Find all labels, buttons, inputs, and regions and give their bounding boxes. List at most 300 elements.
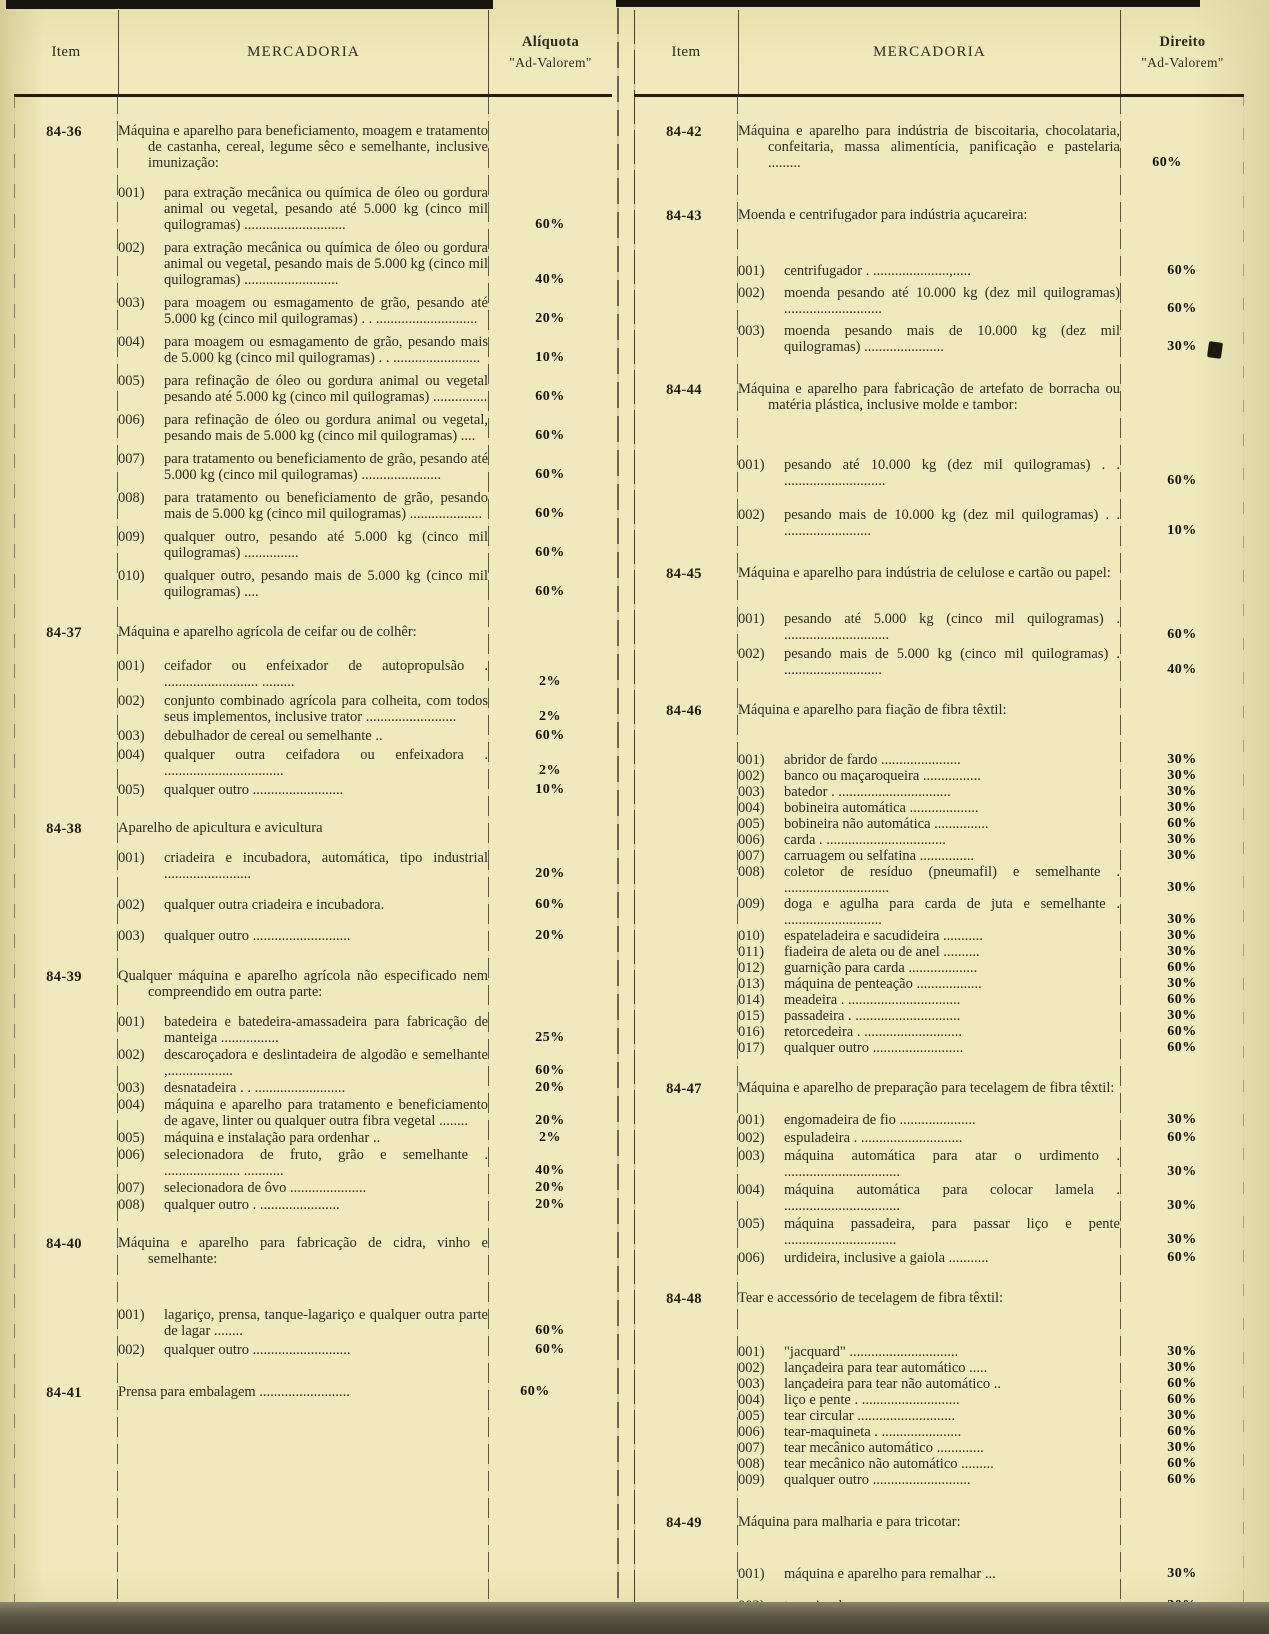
sub-item-number: 002) (738, 646, 765, 662)
rate-value: 60% (1152, 155, 1182, 170)
rate-value: 25% (535, 1030, 565, 1045)
tariff-entry (14, 968, 612, 1213)
sub-item-number: 015) (738, 1008, 765, 1024)
sub-item-row (738, 285, 1197, 317)
sub-item-text-wrap (784, 800, 1120, 816)
entry-mercadoria (118, 968, 565, 1213)
sub-item-number: 002) (738, 285, 765, 301)
rate-value: 30% (1167, 1360, 1197, 1375)
sub-item-row (738, 896, 1197, 928)
rate-value: 60% (1167, 992, 1197, 1007)
rate-value: 10% (535, 350, 565, 365)
sub-item-row (738, 928, 1197, 944)
sub-item-number: 007) (738, 848, 765, 864)
sub-item-number: 002) (118, 240, 145, 256)
sub-item-row (738, 832, 1197, 848)
sub-item-number: 002) (118, 1047, 145, 1063)
sub-item-number: 002) (118, 1342, 145, 1358)
rate-value: 30% (1167, 832, 1197, 847)
sub-item-number: 008) (738, 1456, 765, 1472)
sub-item-text-wrap (164, 693, 488, 725)
sub-item-text: desnatadeira . . ......................... (164, 1080, 346, 1096)
entry-mercadoria (118, 624, 565, 798)
sub-item-row (118, 1080, 565, 1096)
sub-item-text: engomadeira de fio ..................... (784, 1112, 976, 1128)
sub-item-text-wrap (164, 1097, 488, 1129)
entry-heading (118, 820, 488, 836)
sub-item-text-wrap (164, 782, 488, 798)
sub-item-text: qualquer outra criadeira e incubadora. (164, 897, 385, 913)
rate-value: 30% (1167, 1344, 1197, 1359)
sub-item-row (738, 1472, 1197, 1488)
sub-item-row (738, 1360, 1197, 1376)
sub-item-text: máquina e aparelho para remalhar ... (784, 1566, 996, 1582)
sub-item-text: para tratamento ou beneficiamento de grão, pesando até 5.000 kg (cinco mil quilogramas) ...................... (164, 451, 488, 483)
sub-item-text-wrap (784, 1456, 1120, 1472)
sub-item-text-wrap (164, 185, 488, 233)
entry-heading-text: Máquina e aparelho para fabricação de artefato de borracha ou matéria plástica, inclusive molde e tambor: (738, 381, 1120, 413)
entry-heading (738, 207, 1120, 223)
entry-heading-text: Máquina e aparelho para beneficiamento, moagem e tratamento de castanha, cereal, legume sêco e semelhante, inclusive imunização: (118, 123, 488, 171)
entry-heading (738, 381, 1120, 413)
sub-item-number: 004) (118, 747, 145, 763)
rate-value: 20% (535, 1180, 565, 1195)
entry-mercadoria (738, 1080, 1197, 1266)
sub-item-list (738, 1344, 1197, 1488)
entry-heading-text: Máquina e aparelho para fiação de fibra têxtil: (738, 702, 1007, 718)
sub-item-text: banco ou maçaroqueira ................ (784, 768, 981, 784)
sub-item-list (118, 1014, 565, 1213)
column-header-rate (488, 10, 612, 94)
entry-mercadoria (738, 123, 1182, 171)
sub-item-row (738, 1566, 1197, 1582)
rate-value: 30% (1167, 1566, 1197, 1581)
sub-item-text-wrap (784, 992, 1120, 1008)
sub-item-text-wrap (784, 752, 1120, 768)
sub-item-text: passadeira . ............................. (784, 1008, 961, 1024)
sub-item-text-wrap (164, 1342, 488, 1358)
entry-mercadoria (118, 123, 565, 600)
sub-item-number: 004) (118, 1097, 145, 1113)
sub-item-text: selecionadora de fruto, grão e semelhante . ..................... ........... (164, 1147, 488, 1179)
sub-item-text: lançadeira para tear automático ..... (784, 1360, 988, 1376)
sub-item-number: 003) (738, 784, 765, 800)
rate-value: 40% (535, 272, 565, 287)
rate-value: 30% (1167, 800, 1197, 815)
sub-item-number: 007) (118, 1180, 145, 1196)
sub-item-list (738, 611, 1197, 678)
rate-value: 20% (535, 1197, 565, 1212)
tariff-entry (634, 702, 1244, 1056)
column-header-mercadoria: MERCADORIA (118, 10, 488, 94)
sub-item-row (118, 850, 565, 882)
sub-item-list (738, 263, 1197, 355)
sub-item-text: para tratamento ou beneficiamento de grão, pesando mais de 5.000 kg (cinco mil quilogramas) .................... (164, 490, 488, 522)
sub-item-text: meadeira . ............................... (784, 992, 961, 1008)
rate-value: 60% (535, 897, 565, 912)
sub-item-text-wrap (164, 490, 488, 522)
sub-item-text: urdideira, inclusive a gaiola ........... (784, 1250, 989, 1266)
sub-item-text: para moagem ou esmagamento de grão, pesando mais de 5.000 kg (cinco mil quilogramas) . . ........................ (164, 334, 488, 366)
sub-item-text: batedor . ............................... (784, 784, 951, 800)
sub-item-row (118, 451, 565, 483)
sub-item-row (738, 752, 1197, 768)
tariff-entry (634, 1080, 1244, 1266)
sub-item-text: descaroçadora e deslintadeira de algodão e semelhante ,.................. (164, 1047, 488, 1079)
item-code: 84-40 (46, 1236, 82, 1252)
sub-item-number: 008) (118, 1197, 145, 1213)
sub-item-text-wrap (784, 323, 1120, 355)
sub-item-number: 002) (738, 1130, 765, 1146)
sub-item-number: 009) (738, 896, 765, 912)
rate-value: 60% (1167, 1424, 1197, 1439)
rate-value: 30% (1167, 1164, 1197, 1179)
rate-value: 60% (535, 1342, 565, 1357)
sub-item-row (738, 1344, 1197, 1360)
sub-item-number: 005) (118, 782, 145, 798)
item-code: 84-46 (666, 703, 702, 719)
sub-item-text: pesando até 5.000 kg (cinco mil quilogramas) . ............................. (784, 611, 1120, 643)
sub-item-list (738, 752, 1197, 1056)
sub-item-number: 005) (738, 816, 765, 832)
sub-item-text: tear mecânico automático ............. (784, 1440, 984, 1456)
sub-item-number: 002) (118, 897, 145, 913)
sub-item-number: 017) (738, 1040, 765, 1056)
sub-item-text-wrap (164, 334, 488, 366)
sub-item-row (118, 412, 565, 444)
sub-item-text-wrap (784, 832, 1120, 848)
sub-item-text-wrap (164, 1130, 488, 1146)
sub-item-text-wrap (164, 451, 488, 483)
sub-item-number: 004) (738, 1392, 765, 1408)
entry-heading-text: Tear e accessório de tecelagem de fibra têxtil: (738, 1290, 1004, 1306)
sub-item-text: qualquer outro, pesando até 5.000 kg (cinco mil quilogramas) ............... (164, 529, 488, 561)
sub-item-text-wrap (784, 611, 1120, 643)
rate-value: 60% (1167, 816, 1197, 831)
tariff-entry (14, 123, 612, 600)
sub-item-text-wrap (784, 1182, 1120, 1214)
entry-heading (118, 968, 488, 1000)
sub-item-text-wrap (164, 928, 488, 944)
sub-item-text: doga e agulha para carda de juta e semelhante . ........................... (784, 896, 1120, 928)
sub-item-text: retorcedeira . ........................... (784, 1024, 962, 1040)
sub-item-row (118, 1147, 565, 1179)
rate-value: 60% (1167, 301, 1197, 316)
sub-item-number: 001) (738, 1566, 765, 1582)
sub-item-text-wrap (164, 240, 488, 288)
sub-item-number: 010) (738, 928, 765, 944)
sub-item-text-wrap (784, 263, 1120, 279)
entry-heading-text: Moenda e centrifugador para indústria açucareira: (738, 207, 1028, 223)
rate-value: 30% (1167, 1440, 1197, 1455)
sub-item-text: pesando mais de 5.000 kg (cinco mil quilogramas) . ........................... (784, 646, 1120, 678)
tariff-entry (634, 565, 1244, 678)
rate-value: 2% (539, 674, 561, 689)
table-header (634, 10, 1244, 97)
sub-item-number: 003) (738, 323, 765, 339)
sub-item-number: 008) (118, 490, 145, 506)
entry-heading (738, 702, 1120, 718)
rate-value: 60% (535, 506, 565, 521)
sub-item-text-wrap (164, 412, 488, 444)
entry-heading-text: Máquina e aparelho de preparação para tecelagem de fibra têxtil: (738, 1080, 1115, 1096)
sub-item-list (118, 658, 565, 798)
sub-item-text: para refinação de óleo ou gordura animal ou vegetal, pesando mais de 5.000 kg (cinco mil quilogramas) .... (164, 412, 488, 444)
bottom-scan-band (0, 1602, 1269, 1634)
sub-item-number: 001) (118, 658, 145, 674)
rate-value: 40% (1167, 662, 1197, 677)
column-header-mercadoria: MERCADORIA (738, 10, 1120, 94)
sub-item-text: para extração mecânica ou química de óleo ou gordura animal ou vegetal, pesando mais de 5.000 kg (cinco mil quilogramas) .......................... (164, 240, 488, 288)
sub-item-number: 009) (738, 1472, 765, 1488)
rate-value: 60% (535, 389, 565, 404)
sub-item-row (738, 944, 1197, 960)
sub-item-number: 004) (118, 334, 145, 350)
sub-item-row (738, 1250, 1197, 1266)
rate-value: 60% (1167, 1024, 1197, 1039)
sub-item-text: tear-maquineta . ...................... (784, 1424, 962, 1440)
entry-heading (738, 1080, 1120, 1096)
sub-item-row (118, 728, 565, 744)
rate-header-title: Direito (1159, 33, 1206, 50)
sub-item-text-wrap (784, 1216, 1120, 1248)
sub-item-text-wrap (784, 1566, 1120, 1582)
sub-item-row (118, 782, 565, 798)
sub-item-number: 008) (738, 864, 765, 880)
rate-value: 20% (535, 866, 565, 881)
sub-item-text-wrap (784, 784, 1120, 800)
sub-item-text-wrap (784, 1424, 1120, 1440)
sub-item-row (118, 568, 565, 600)
sub-item-number: 003) (118, 295, 145, 311)
table-header (14, 10, 612, 97)
sub-item-number: 006) (118, 1147, 145, 1163)
rate-value: 2% (539, 1130, 561, 1145)
rate-value: 10% (1167, 523, 1197, 538)
sub-item-text: batedeira e batedeira-amassadeira para fabricação de manteiga ................ (164, 1014, 488, 1046)
sub-item-list (738, 1112, 1197, 1266)
entry-mercadoria (738, 207, 1197, 355)
sub-item-row (738, 1130, 1197, 1146)
sub-item-text: pesando mais de 10.000 kg (dez mil quilogramas) . . ........................ (784, 507, 1120, 539)
sub-item-row (738, 1376, 1197, 1392)
rate-value: 60% (535, 467, 565, 482)
sub-item-text: criadeira e incubadora, automática, tipo industrial ........................ (164, 850, 488, 882)
sub-item-row (738, 960, 1197, 976)
tariff-entry (634, 123, 1244, 171)
sub-item-number: 014) (738, 992, 765, 1008)
sub-item-text-wrap (164, 1147, 488, 1179)
sub-item-text: carruagem ou selfatina ............... (784, 848, 975, 864)
sub-item-row (118, 490, 565, 522)
sub-item-text: máquina automática para atar o urdimento . ................................ (784, 1148, 1120, 1180)
rate-value: 30% (1167, 339, 1197, 354)
sub-item-number: 001) (118, 1014, 145, 1030)
sub-item-number: 004) (738, 800, 765, 816)
sub-item-text-wrap (164, 373, 488, 405)
sub-item-text-wrap (784, 1360, 1120, 1376)
sub-item-text-wrap (784, 1112, 1120, 1128)
entry-heading-text: Máquina e aparelho para indústria de biscoitaria, chocolataria, confeitaria, massa alimentícia, panificação e pastelaria ......... (738, 123, 1120, 171)
sub-item-text-wrap (784, 1344, 1120, 1360)
rate-value: 60% (1167, 1456, 1197, 1471)
entry-heading-text: Máquina e aparelho para fabricação de cidra, vinho e semelhante: (118, 1235, 488, 1267)
sub-item-row (118, 1047, 565, 1079)
sub-item-text-wrap (784, 1040, 1120, 1056)
item-code: 84-44 (666, 382, 702, 398)
sub-item-row (118, 1014, 565, 1046)
rate-value: 60% (535, 1063, 565, 1078)
sub-item-row (738, 457, 1197, 489)
sub-item-row (738, 768, 1197, 784)
sub-item-text: espateladeira e sacudideira ........... (784, 928, 983, 944)
sub-item-text-wrap (784, 1472, 1120, 1488)
sub-item-row (118, 747, 561, 779)
rate-value: 30% (1167, 880, 1197, 895)
sub-item-text: para refinação de óleo ou gordura animal ou vegetal pesando até 5.000 kg (cinco mil quilogramas) ............... (164, 373, 488, 405)
sub-item-number: 002) (118, 693, 145, 709)
sub-item-number: 007) (738, 1440, 765, 1456)
tariff-entry (14, 1235, 612, 1358)
rate-value: 60% (1167, 1250, 1197, 1265)
sub-item-row (738, 816, 1197, 832)
item-code: 84-38 (46, 821, 82, 837)
entry-mercadoria (118, 1384, 550, 1400)
sub-item-text-wrap (784, 507, 1120, 539)
sub-item-text-wrap (784, 864, 1120, 896)
entry-heading (118, 624, 488, 640)
sub-item-row (738, 1424, 1197, 1440)
entry-mercadoria (738, 1290, 1197, 1488)
sub-item-text: bobineira não automática ............... (784, 816, 989, 832)
top-ink-bar-left (6, 0, 493, 9)
sub-item-text: qualquer outro ........................... (164, 928, 351, 944)
item-code: 84-42 (666, 124, 702, 140)
column-header-item: Item (51, 43, 81, 60)
sub-item-text-wrap (164, 1180, 488, 1196)
sub-item-list (118, 185, 565, 600)
tariff-entry (634, 1290, 1244, 1488)
tariff-entry (634, 1514, 1244, 1614)
rate-value: 60% (1167, 473, 1197, 488)
sub-item-number: 001) (118, 850, 145, 866)
sub-item-text-wrap (164, 1047, 488, 1079)
sub-item-text: moenda pesando mais de 10.000 kg (dez mil quilogramas) ...................... (784, 323, 1120, 355)
sub-item-row (118, 658, 561, 690)
entry-heading (118, 1384, 550, 1400)
rate-value: 60% (535, 1323, 565, 1338)
sub-item-number: 005) (738, 1408, 765, 1424)
rate-header-subtitle: "Ad-Valorem" (1141, 54, 1224, 70)
sub-item-number: 001) (118, 185, 145, 201)
center-divider (617, 8, 619, 1600)
sub-item-list (118, 1307, 565, 1358)
sub-item-row (738, 323, 1197, 355)
rate-value: 10% (535, 782, 565, 797)
sub-item-number: 003) (118, 1080, 145, 1096)
sub-item-row (118, 897, 565, 913)
sub-item-text-wrap (164, 850, 488, 882)
sub-item-text-wrap (164, 658, 488, 690)
entry-heading (118, 123, 488, 171)
rate-value: 60% (535, 728, 565, 743)
rate-value: 60% (1167, 960, 1197, 975)
sub-item-row (118, 373, 565, 405)
sub-item-text-wrap (164, 1080, 488, 1096)
sub-item-text-wrap (784, 848, 1120, 864)
sub-item-text-wrap (784, 1250, 1120, 1266)
sub-item-row (738, 1182, 1197, 1214)
tariff-entry (634, 207, 1244, 355)
sub-item-row (738, 1408, 1197, 1424)
sub-item-row (738, 1392, 1197, 1408)
sub-item-text-wrap (164, 728, 488, 744)
sub-item-text: qualquer outra ceifadora ou enfeixadora . ................................. (164, 747, 488, 779)
sub-item-text-wrap (164, 1307, 488, 1339)
sub-item-text: moenda pesando até 10.000 kg (dez mil quilogramas) ........................... (784, 285, 1120, 317)
sub-item-text: qualquer outro ........................... (164, 1342, 351, 1358)
sub-item-number: 007) (118, 451, 145, 467)
sub-item-number: 003) (738, 1148, 765, 1164)
sub-item-row (118, 295, 565, 327)
sub-item-number: 005) (118, 1130, 145, 1146)
sub-item-text-wrap (164, 568, 488, 600)
rate-value: 30% (1167, 1408, 1197, 1423)
sub-item-row (118, 529, 565, 561)
rate-value: 2% (539, 763, 561, 778)
sub-item-text: qualquer outro . ...................... (164, 1197, 340, 1213)
entry-heading (118, 1235, 488, 1267)
item-code: 84-47 (666, 1081, 702, 1097)
sub-item-number: 005) (738, 1216, 765, 1232)
sub-item-text: carda . ................................. (784, 832, 946, 848)
sub-item-text: pesando até 10.000 kg (dez mil quilogramas) . . ............................ (784, 457, 1120, 489)
rate-value: 60% (1167, 1040, 1197, 1055)
entry-heading (738, 123, 1182, 171)
sub-item-text: máquina passadeira, para passar liço e pente ............................... (784, 1216, 1120, 1248)
sub-item-text: máquina e aparelho para tratamento e beneficiamento de agave, linter ou qualquer outra fibra vegetal ........ (164, 1097, 488, 1129)
tariff-entry (14, 820, 612, 944)
sub-item-row (118, 1197, 565, 1213)
rate-header-title: Alíquota (521, 33, 580, 50)
sub-item-number: 003) (118, 928, 145, 944)
sub-item-text: qualquer outro, pesando mais de 5.000 kg (cinco mil quilogramas) .... (164, 568, 488, 600)
rate-value: 30% (1167, 1198, 1197, 1213)
rate-value: 20% (535, 1080, 565, 1095)
sub-item-text: fiadeira de aleta ou de anel .......... (784, 944, 980, 960)
sub-item-text-wrap (784, 1008, 1120, 1024)
tariff-table-right (634, 10, 1244, 1602)
item-code: 84-48 (666, 1291, 702, 1307)
rate-value: 60% (535, 217, 565, 232)
sub-item-row (118, 928, 565, 944)
sub-item-text-wrap (164, 1014, 488, 1046)
sub-item-text: qualquer outro ......................... (784, 1040, 964, 1056)
sub-item-text: espuladeira . ............................ (784, 1130, 963, 1146)
sub-item-text-wrap (784, 1376, 1120, 1392)
sub-item-row (738, 976, 1197, 992)
rate-value: 20% (535, 1113, 565, 1128)
sub-item-row (738, 1024, 1197, 1040)
sub-item-number: 013) (738, 976, 765, 992)
sub-item-number: 004) (738, 1182, 765, 1198)
sub-item-number: 006) (738, 1250, 765, 1266)
rate-value: 60% (1167, 1376, 1197, 1391)
sub-item-number: 005) (118, 373, 145, 389)
sub-item-text-wrap (164, 747, 488, 779)
sub-item-text-wrap (784, 1440, 1120, 1456)
rate-value: 30% (1167, 928, 1197, 943)
